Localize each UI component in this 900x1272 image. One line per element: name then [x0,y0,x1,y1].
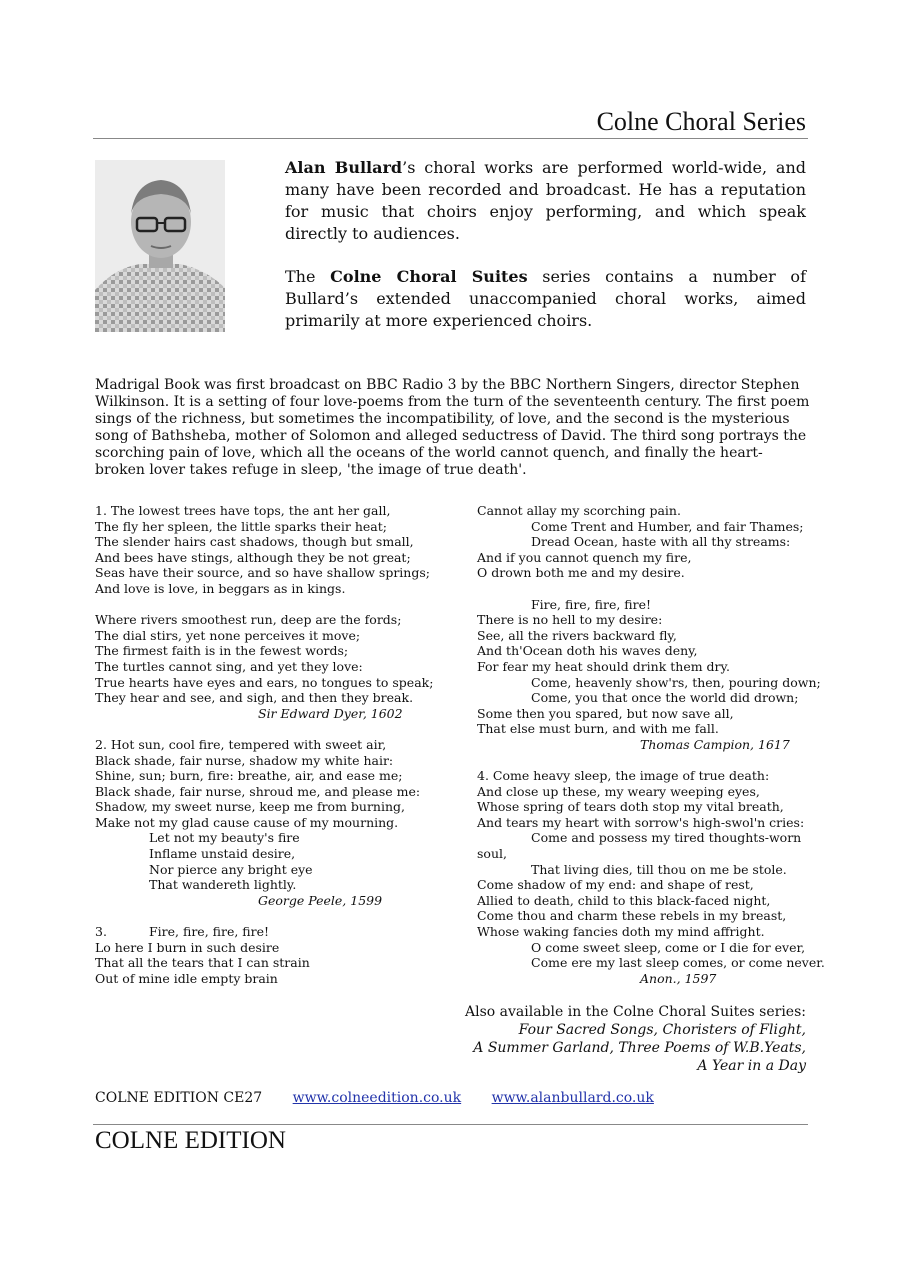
poem-3-continued [477,503,809,581]
poem-line: Come, heavenly show'rs, then, pouring down; [531,674,821,690]
poem-line: Come thou and charm these rebels in my breast, [477,908,787,924]
footer-info [95,1089,654,1107]
poem-line: And th'Ocean doth his waves deny, [477,643,698,659]
poem-line: O drown both me and my desire. [477,565,685,581]
poem-line: Come, you that once the world did drown; [531,690,799,706]
poem-line: Dread Ocean, haste with all thy streams: [531,534,791,550]
poem-line: Black shade, fair nurse, shadow my white hair: [95,752,394,768]
catalogue-number: COLNE EDITION CE27 [95,1090,263,1106]
poem-2-attribution: George Peele, 1599 [258,892,383,908]
poem-3-attribution: Thomas Campion, 1617 [640,736,790,752]
poem-line: There is no hell to my desire: [477,612,663,628]
alan-bullard-link[interactable]: www.alanbullard.co.uk [491,1090,654,1106]
work-description: Madrigal Book was first broadcast on BBC Radio 3 by the BBC Northern Singers, director Stephen Wilkinson. It is a setting of four love-poems from the turn of the seventeenth century. The first poem sings of the richness, but sometimes the incompatibility, of love, and the second is the mysterious song of Bathsheba, mother of Solomon and alleged seductress of David. The third song portrays the scorching pain of love, which all the oceans of the world cannot quench, and finally the heart-broken lover takes refuge in sleep, 'the image of true death'. [95,377,810,478]
poem-line: And if you cannot quench my fire, [477,549,692,565]
poem-line: Come shadow of my end: and shape of rest, [477,877,754,893]
composer-name: Alan Bullard [285,158,403,177]
series-title: Colne Choral Series [596,107,806,136]
also-available-title: A Summer Garland, Three Poems of W.B.Yeats, [473,1040,806,1056]
series-name: Colne Choral Suites [330,267,528,286]
poem-number: 3. [95,924,107,940]
poem-line: That all the tears that I can strain [95,955,310,971]
poem-line: And bees have stings, although they be not great; [95,549,411,565]
poem-line: Fire, fire, fire, fire! [531,596,652,612]
poem-line: Black shade, fair nurse, shroud me, and please me: [95,783,421,799]
poem-line: Inflame unstaid desire, [149,846,296,862]
poem-line: The turtles cannot sing, and yet they love: [95,658,363,674]
publisher-brand: COLNE EDITION [95,1127,286,1154]
poem-line: They hear and see, and sigh, and then they break. [95,690,414,706]
poem-4-attribution: Anon., 1597 [640,970,717,986]
poem-2 [95,737,435,909]
composer-intro [285,157,806,353]
poem-line: Lo here I burn in such desire [95,939,280,955]
poem-line: Out of mine idle empty brain [95,970,278,986]
poem-line: Shadow, my sweet nurse, keep me from burning, [95,799,406,815]
poem-line: Whose spring of tears doth stop my vital breath, [477,799,784,815]
poem-line: Whose waking fancies doth my mind affright. [477,924,765,940]
poem-line: Let not my beauty's fire [149,830,300,846]
poems-left-column [95,503,435,1002]
poem-1-stanza-1 [95,503,435,597]
poem-3-stanza-2 [477,596,821,753]
poem-1-attribution: Sir Edward Dyer, 1602 [258,705,403,721]
poem-line: Cannot allay my scorching pain. [477,503,681,518]
poem-line: The slender hairs cast shadows, though but small, [95,534,414,550]
poem-3-start [95,924,435,986]
poem-line: That living dies, till thou on me be stole. [531,861,787,877]
poem-line: Come and possess my tired thoughts-worn [531,830,802,846]
poem-line: The firmest faith is in the fewest words; [95,643,349,659]
poem-line: For fear my heat should drink them dry. [477,658,730,674]
header-divider [93,138,808,139]
composer-photo [95,160,225,332]
poem-1-stanza-2 [95,612,435,721]
also-available-title: A Year in a Day [697,1058,806,1074]
poem-line: That wandereth lightly. [149,877,297,893]
poems-right-column [477,503,825,1002]
poem-line: The fly her spleen, the little sparks their heat; [95,518,387,534]
poem-line: And tears my heart with sorrow's high-swol'n cries: [477,814,805,830]
poem-line: See, all the rivers backward fly, [477,627,677,643]
footer-divider [93,1124,808,1125]
poem-line: The dial stirs, yet none perceives it move; [95,627,361,643]
poem-line: Make not my glad cause cause of my mourning. [95,814,399,830]
poem-line: 2. Hot sun, cool fire, tempered with sweet air, [95,736,387,752]
poem-line: Allied to death, child to this black-faced night, [477,892,771,908]
also-available-heading: Also available in the Colne Choral Suites series: [464,1004,806,1020]
poem-line: O come sweet sleep, come or I die for ever, [531,939,806,955]
poem-line: And close up these, my weary weeping eyes, [477,783,760,799]
poem-line: Seas have their source, and so have shallow springs; [95,565,430,581]
poem-line: And love is love, in beggars as in kings. [95,580,346,596]
poem-line: Come ere my last sleep comes, or come never. [531,955,825,971]
poem-4 [477,768,825,986]
poem-line: Where rivers smoothest run, deep are the fords; [95,612,402,628]
poem-line: 1. The lowest trees have tops, the ant her gall, [95,503,391,518]
poem-line: That else must burn, and with me fall. [477,721,719,737]
poem-line: Shine, sun; burn, fire: breathe, air, and ease me; [95,768,403,784]
poem-line: True hearts have eyes and ears, no tongues to speak; [95,674,434,690]
also-available-title: Four Sacred Songs, Choristers of Flight, [518,1022,806,1038]
intro-paragraph-2: The Colne Choral Suites series contains a number of Bullard’s extended unaccompanied choral works, aimed primarily at more experienced choirs. [285,267,806,330]
also-available [465,1003,806,1075]
poem-line: 4. Come heavy sleep, the image of true death: [477,768,770,784]
intro-paragraph-1: Alan Bullard’s choral works are performed world-wide, and many have been recorded and broadcast. He has a reputation for music that choirs enjoy performing, and which speak directly to audiences. [285,158,807,243]
colne-edition-link[interactable]: www.colneedition.co.uk [292,1090,462,1106]
poem-line: Nor pierce any bright eye [149,861,313,877]
poem-line: Come Trent and Humber, and fair Thames; [531,518,804,534]
poem-line: Some then you spared, but now save all, [477,705,734,721]
poem-line: soul, [477,846,507,862]
poem-line: 3. Fire, fire, fire, fire! [95,924,270,940]
